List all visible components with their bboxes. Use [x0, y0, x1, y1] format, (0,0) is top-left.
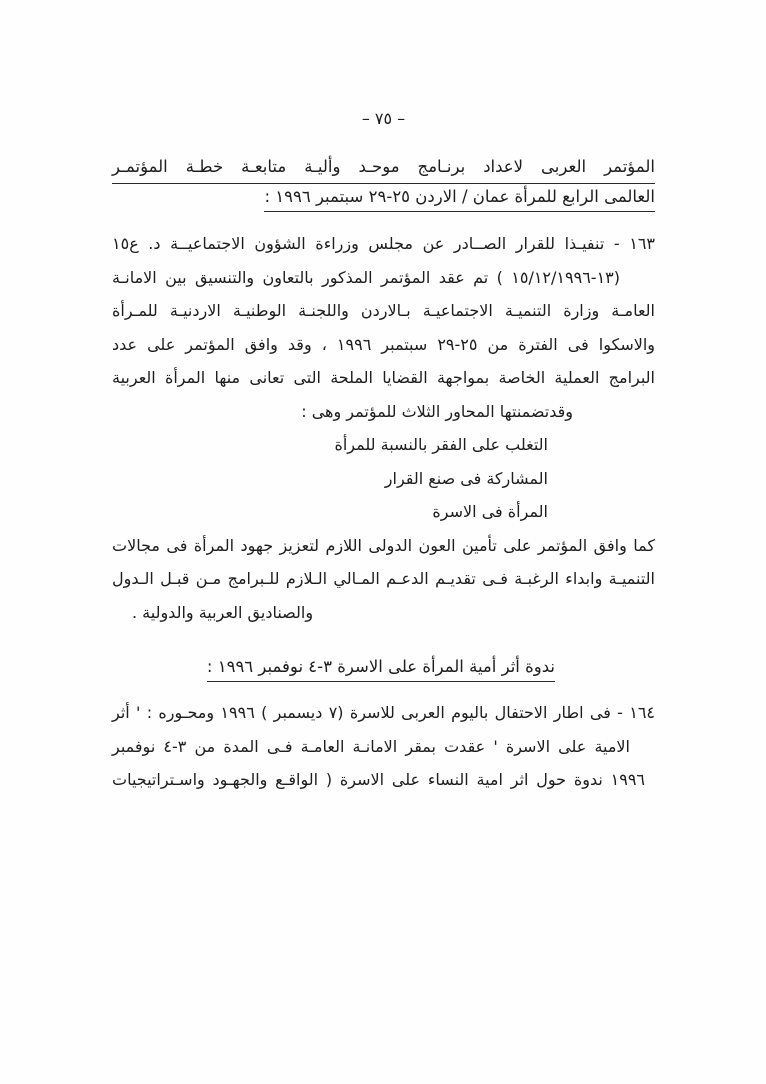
paragraph-164-line-2: الامية على الاسرة ' عقدت بمقر الامانـة العامـة فـى المدة من ٣-٤ نوفمبر [112, 736, 631, 756]
paragraph-163-line-6: وقدتضمنتها المحاور الثلاث للمؤتمر وهى : [301, 401, 573, 421]
paragraph-163-line-3: العامـة وزارة التنميـة الاجتماعيـة بـالاردن واللجنـة الوطنيـة الاردنيـة للمـرأة [112, 301, 655, 320]
paragraph-163-line-1: ١٦٣ - تنفيـذا للقرار الصــادر عن مجلس وزراءة الشؤون الاجتماعيــة د. ع١٥ [112, 234, 655, 253]
page-number: – ٧٥ – [361, 109, 406, 128]
support-paragraph-line-2: التنميـة وابداء الرغبـة فـى تقديـم الدعـم المـالي الـلازم للـبرامج مـن قبـل الـدول [112, 569, 655, 588]
support-paragraph-line-1: كما وافق المؤتمر على تأمين العون الدولى اللازم لتعزيز جهود المرأة فى مجالات [112, 535, 655, 555]
axes-item-decision-making: المشاركة فى صنع القرار [384, 468, 548, 488]
conference-heading-line-2 [112, 184, 655, 214]
conference-heading-line-2-text: العالمى الرابع للمرأة عمان / الاردن ٢٥-٢٩ سبتمبر ١٩٩٦ : [264, 185, 655, 212]
conference-heading-line-1: المؤتمر العربى لاعداد برنـامج موحـد وأليـة متابعـة خطـة المؤتمـر [112, 154, 655, 184]
axes-item-family: المرأة فى الاسرة [432, 502, 548, 521]
axes-item-poverty: التغلب على الفقر بالنسبة للمرأة [334, 435, 548, 454]
paragraph-163-line-4: والاسكوا فى الفترة من ٢٥-٢٩ سبتمبر ١٩٩٦ ، وقد وافق المؤتمر على عدد [112, 334, 656, 354]
support-paragraph-line-3: والصناديق العربية والدولية . [132, 602, 314, 622]
paragraph-164 [112, 696, 655, 797]
seminar-heading [112, 653, 655, 686]
text-column [112, 0, 655, 797]
paragraph-164-line-1: ١٦٤ - فى اطار الاحتفال باليوم العربى للاسرة (٧ ديسمبر ) ١٩٩٦ ومحـوره : ' أثر [112, 703, 656, 722]
paragraph-163-line-2: (١٣-١٥/١٢/١٩٩٦ ) تم عقد المؤتمر المذكور بالتعاون والتنسيق بين الامانـة [112, 267, 620, 287]
conference-heading [112, 154, 655, 214]
paragraph-164-line-3: ١٩٩٦ ندوة حول اثر امية النساء على الاسرة ( الواقـع والجهـود واسـتراتيجيات [112, 770, 645, 789]
paragraph-163-line-5: البرامج العملية الخاصة بمواجهة القضايا الملحة التى تعانى منها المرأة العربية [112, 368, 655, 387]
conference-axes-list [112, 428, 655, 529]
paragraph-163 [112, 227, 655, 428]
seminar-heading-text: ندوة أثر أمية المرأة على الاسرة ٣-٤ نوفمبر ١٩٩٦ : [207, 655, 555, 682]
paragraph-conference-support [112, 529, 655, 630]
